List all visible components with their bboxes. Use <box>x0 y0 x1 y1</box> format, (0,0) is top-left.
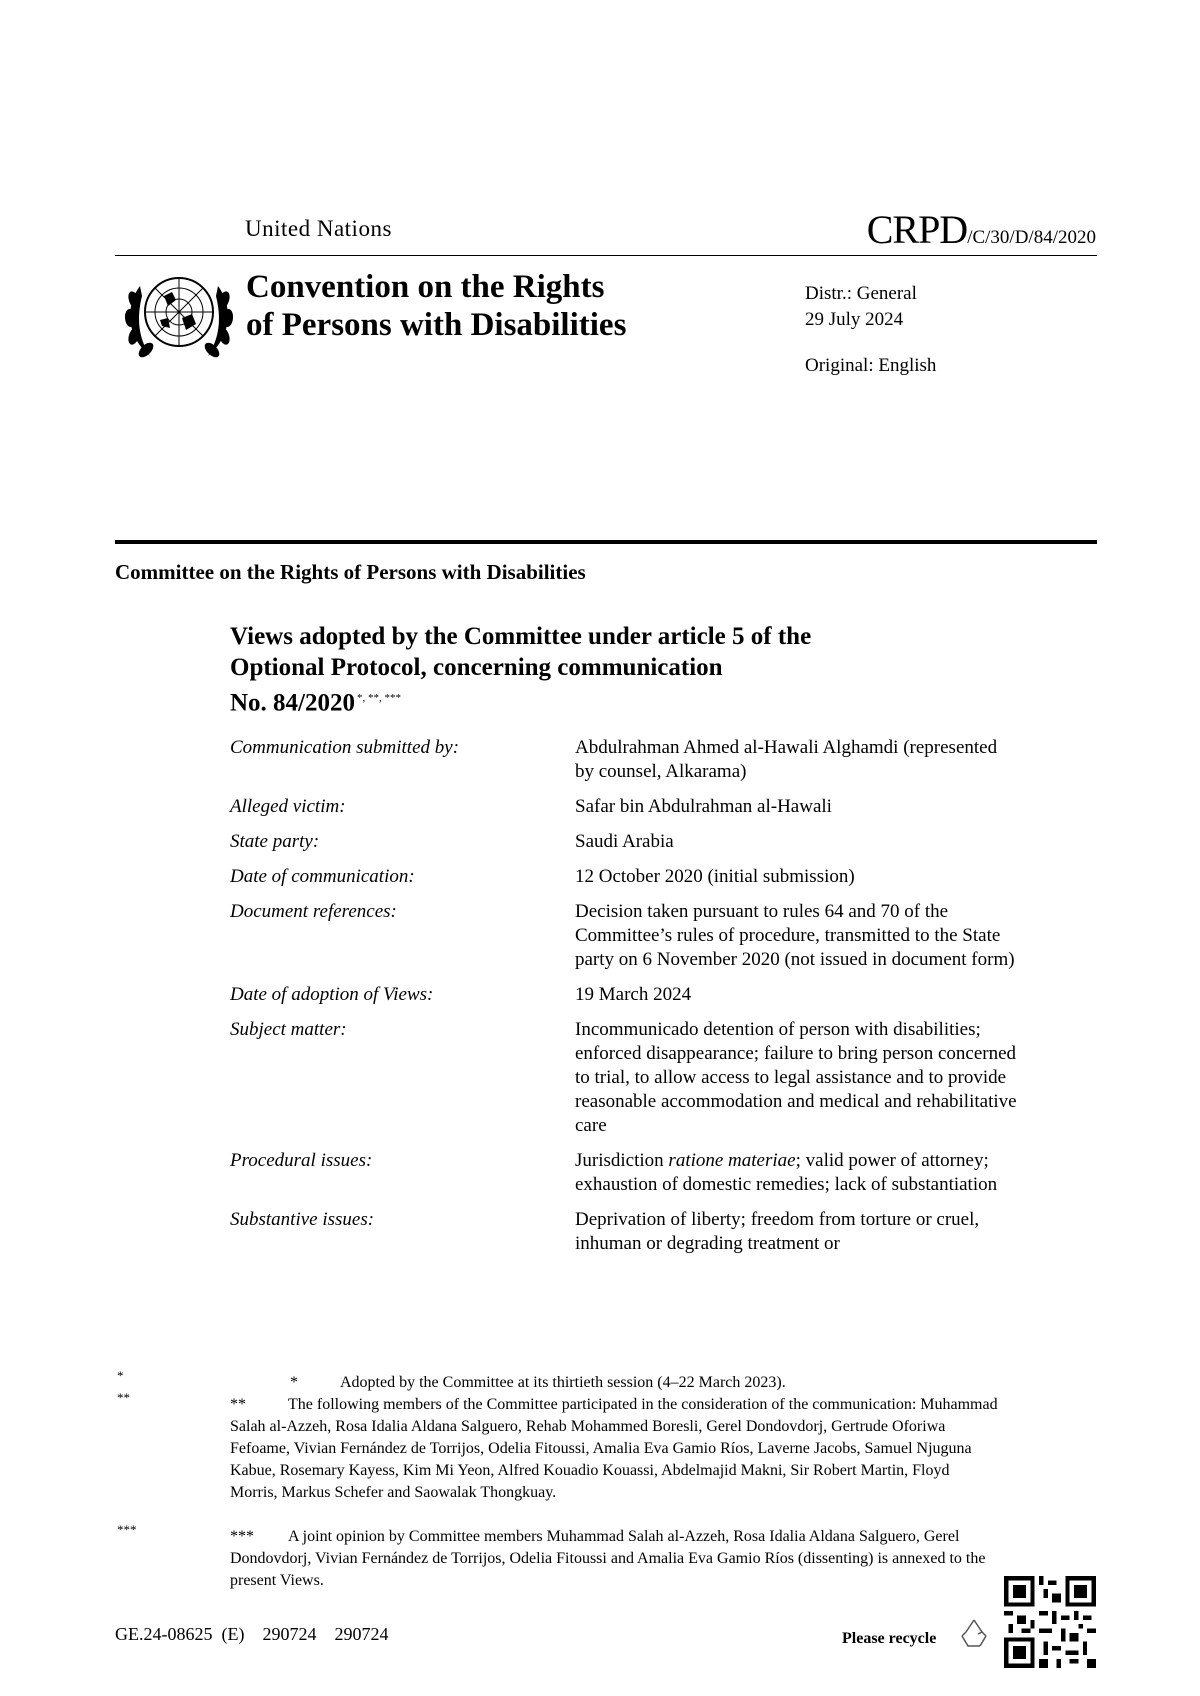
row-value: Decision taken pursuant to rules 64 and 70 of the Committee’s rules of procedure, transmitted to the State party on 6 November 2020 (not issued in document form) <box>575 901 1015 970</box>
table-row <box>230 1018 1020 1149</box>
value-italic: ratione materiae <box>668 1150 796 1171</box>
footnote-3 <box>230 1526 1000 1592</box>
footnote-2 <box>230 1394 1000 1504</box>
views-title-line3 <box>230 683 811 718</box>
row-label: Date of communication: <box>230 866 415 887</box>
footnote-star: ** <box>230 1396 246 1413</box>
views-title <box>230 621 811 718</box>
value-part: ; valid power of attorney; exhaustion of domestic remedies; lack of substantiation <box>575 1150 998 1195</box>
footnote-text: A joint opinion by Committee members Muhammad Salah al-Azzeh, Rosa Idalia Aldana Salguero, Gerel Dondovdorj, Vivian Fernández de Torrijos, Odelia Fitoussi and Amalia Eva Gamio Ríos (dissenting) is annexed to the present Views. <box>230 1528 986 1589</box>
table-row <box>230 830 1020 865</box>
issue-date: 29 July 2024 <box>805 309 904 330</box>
row-value: 12 October 2020 (initial submission) <box>575 866 855 887</box>
recycle-icon <box>954 1614 994 1654</box>
footnote-text: The following members of the Committee participated in the consideration of the communication: Muhammad Salah al-Azzeh, Rosa Idalia Aldana Salguero, Rehab Mohammed Boresli, Gerel Dondovdorj, Gertrude Oforiwa Fefoame, Vivian Fernández de Torrijos, Odelia Fitoussi, Amalia Eva Gamio Ríos, Laverne Jacobs, Samuel Njuguna Kabue, Rosemary Kayess, Kim Mi Yeon, Alfred Kouadio Kouassi, Abdelmajid Makni, Sir Robert Martin, Floyd Morris, Markus Schefer and Saowalak Thongkuay. <box>230 1396 998 1501</box>
row-label: Document references: <box>230 901 397 922</box>
symbol-rest: /C/30/D/84/2020 <box>967 227 1096 248</box>
footnote-markers: *, **, *** <box>357 692 401 704</box>
table-row <box>230 1149 1020 1208</box>
row-label: Date of adoption of Views: <box>230 984 434 1005</box>
committee-name: Committee on the Rights of Persons with Disabilities <box>115 560 586 584</box>
row-value: Abdulrahman Ahmed al-Hawali Alghamdi (represented by counsel, Alkarama) <box>575 737 998 782</box>
row-label: Communication submitted by: <box>230 737 460 758</box>
header-rule <box>115 255 1097 256</box>
communication-info-table <box>230 736 1020 1267</box>
footnote-star: * <box>290 1374 298 1391</box>
convention-title-line1: Convention on the Rights <box>246 269 605 305</box>
job-number: GE.24-08625 (E) 290724 290724 <box>115 1624 389 1644</box>
row-value: Incommunicado detention of person with disabilities; enforced disappearance; failure to bring person concerned to trial, to allow access to legal assistance and to provide reasonable accommodation and medical and rehabilitative care <box>575 1019 1017 1136</box>
row-value: 19 March 2024 <box>575 984 692 1005</box>
row-label: Procedural issues: <box>230 1150 373 1171</box>
row-value: Safar bin Abdulrahman al-Hawali <box>575 796 832 817</box>
symbol-main: CRPD <box>866 207 968 252</box>
row-label: Alleged victim: <box>230 796 346 817</box>
convention-title-line2: of Persons with Disabilities <box>246 307 627 343</box>
recycle-label: Please recycle <box>842 1630 937 1647</box>
views-title-line1: Views adopted by the Committee under article 5 of the <box>230 623 812 650</box>
views-title-line2: Optional Protocol, concerning communication <box>230 654 723 681</box>
table-row <box>230 736 1020 795</box>
table-row <box>230 1208 1020 1267</box>
un-emblem-icon <box>120 266 238 364</box>
value-part: Jurisdiction <box>575 1150 669 1171</box>
row-label: Subject matter: <box>230 1019 347 1040</box>
original-language: Original: English <box>805 355 937 376</box>
footnote-margin-mark: * <box>117 1368 124 1383</box>
table-row <box>230 900 1020 983</box>
section-rule <box>115 540 1097 544</box>
distribution: Distr.: General <box>805 283 917 304</box>
table-row <box>230 865 1020 900</box>
footnote-star: *** <box>230 1528 254 1545</box>
row-label: Substantive issues: <box>230 1209 375 1230</box>
org-name: United Nations <box>245 216 392 241</box>
row-value <box>575 1149 1020 1208</box>
distribution-block <box>805 281 917 333</box>
footnote-margin-mark: *** <box>117 1522 137 1537</box>
convention-title <box>246 268 626 344</box>
document-symbol <box>867 206 1096 253</box>
table-row <box>230 795 1020 830</box>
row-value: Deprivation of liberty; freedom from torture or cruel, inhuman or degrading treatment or <box>575 1209 980 1254</box>
row-label: State party: <box>230 831 320 852</box>
table-row <box>230 983 1020 1018</box>
footnote-text: Adopted by the Committee at its thirtieth session (4–22 March 2023). <box>340 1374 786 1391</box>
qr-code-icon <box>1004 1576 1096 1668</box>
row-value: Saudi Arabia <box>575 831 674 852</box>
footnote-margin-mark: ** <box>117 1390 130 1405</box>
communication-number: No. 84/2020 <box>230 689 355 717</box>
footnote-1 <box>230 1372 1000 1394</box>
